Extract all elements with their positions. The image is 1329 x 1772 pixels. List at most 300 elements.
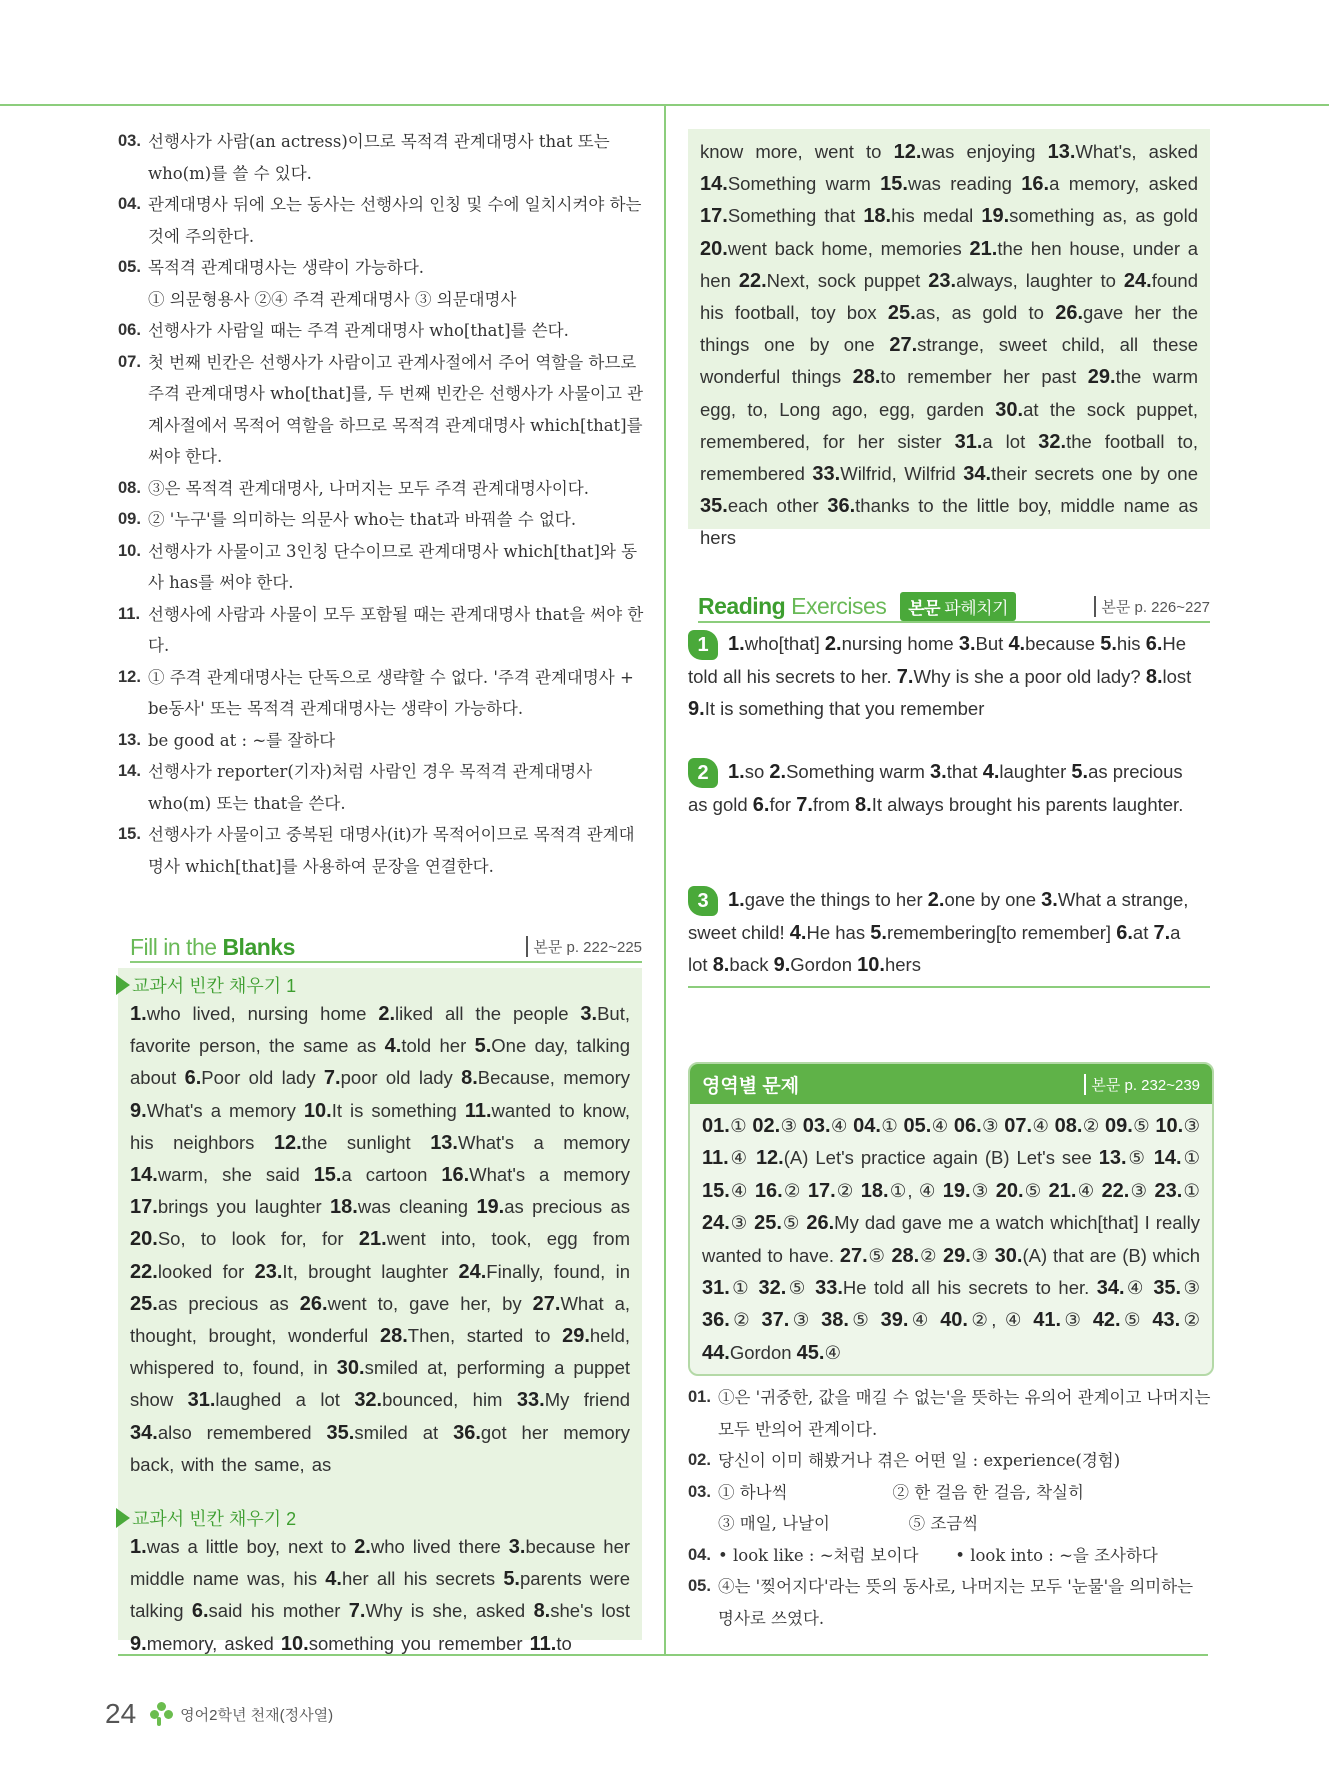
answer-item [774,954,852,975]
answer-text: smiled at [354,1421,439,1443]
answer-text: poor old lady [340,1067,453,1089]
answer-number: 6. [184,1067,202,1090]
answer-item [981,205,1198,226]
answer-text: at [1132,921,1149,943]
answer-number: 6. [1116,921,1133,944]
answer-item [808,1180,855,1201]
explanation-number: 05. [118,258,141,276]
answer-number: 31. [702,1277,730,1300]
explanation-text: 선행사가 사물이고 중복된 대명사(it)가 목적어이므로 목적격 관계대명사 which[that]를 사용하여 문장을 연결한다. [148,825,635,876]
answer-item [130,1100,296,1121]
answer-text: Something warm [786,761,925,782]
explanation-number: 02. [688,1451,711,1469]
answer-item [955,431,1026,452]
answer-item [797,1342,841,1363]
answer-number: 9. [130,1632,147,1655]
reading-block-1 [688,628,1200,726]
answer-text: But, favorite person, the same as [130,1003,631,1057]
explanation-number: 10. [118,541,141,560]
answer-text: So, to look for, for [157,1228,344,1250]
explanation-text: ③은 목적격 관계대명사, 나머지는 모두 주격 관계대명사이다. [148,478,589,498]
answer-text: What's a memory [146,1099,296,1121]
answer-item [756,1147,1092,1168]
answer-number: 04. [853,1115,881,1137]
reading-block-2 [688,756,1200,821]
area-header [690,1064,1212,1104]
answer-item [762,1309,813,1330]
answer-number: 29. [562,1325,590,1348]
answer-item [857,954,921,975]
triangle-marker-icon [116,1508,130,1528]
answer-text: One day, talking about [130,1035,631,1089]
answer-item [1105,1115,1150,1136]
answer-number: 2. [378,1003,396,1025]
reading-title-light: Exercises [791,593,887,619]
answer-number: 22. [738,269,767,292]
answer-item [1116,922,1148,943]
answer-number: 1. [130,1536,147,1559]
reading-page-ref: 본문 p. 226~227 [1094,596,1210,617]
answer-number: 18. [863,205,892,228]
answer-text: the warm egg, to, Long ago, egg, garden [700,366,1199,420]
answer-item [130,1536,346,1557]
answer-text: ① [729,1115,747,1136]
answer-number: 1. [728,761,745,783]
answer-text: ③ [1061,1309,1085,1331]
explanation-item [118,756,644,819]
answer-item [700,173,871,194]
answer-item [702,1309,753,1330]
answer-text: ③ [1183,1115,1201,1136]
answer-number: 26. [1055,302,1084,325]
answer-text: one by one [944,889,1037,910]
answer-text: ① [880,1115,899,1136]
explanation-number: 09. [118,510,141,528]
answer-number: 33. [516,1389,545,1412]
answer-item [928,889,1036,910]
answer-number: 15. [880,173,908,196]
answer-number: 16. [754,1179,783,1202]
answer-item [803,1115,848,1136]
answer-item [959,633,1003,654]
answer-number: 02. [752,1115,781,1137]
answer-text: because her middle name was, his [130,1536,631,1590]
explanation-number: 01. [688,1388,711,1406]
answer-item [354,1389,502,1410]
answer-text: ② [729,1309,754,1331]
answer-text: Gordon [790,954,852,975]
answer-text: went into, took, egg from [386,1228,630,1250]
answer-number: 31. [954,430,983,453]
answer-number: 03. [802,1115,831,1137]
explanation-text: ② '누구'를 의미하는 의문사 who는 that과 바꿔쓸 수 없다. [148,510,577,529]
answer-text: ⑤ [1126,1147,1147,1169]
footer [105,1698,333,1730]
reading-tag-rest: 파헤치기 [944,599,1009,618]
answer-text: ④ [824,1341,842,1363]
answer-number: 28. [891,1244,920,1267]
explanation-item [118,473,644,505]
answer-number: 9. [688,698,705,720]
vocab-explanations [688,1382,1216,1634]
answer-text: ⑤ [867,1244,886,1266]
answer-item [759,1277,808,1298]
answer-text: Something that [727,205,856,227]
answer-number: 29. [1087,366,1116,389]
answer-text: It is something [331,1099,457,1121]
answer-number: 23. [254,1260,283,1283]
answer-number: 5. [870,921,887,944]
exercise-badge: 3 [688,886,718,916]
answer-text: He has [806,921,866,943]
answer-text: got her memory back, with the same, as [130,1421,631,1475]
answer-text: ① [1181,1147,1201,1169]
answer-text: ④ [830,1115,848,1136]
answer-text: always, laughter to [956,269,1116,291]
answer-item [330,1196,468,1217]
answer-number: 25. [754,1212,782,1235]
explanation-text: 선행사가 사람(an actress)이므로 목적격 관계대명사 that 또는 who(m)를 쓸 수 있다. [148,132,615,183]
answer-text: a memory, asked [1049,173,1199,195]
answer-text: was enjoying [921,141,1036,162]
answer-item [359,1228,630,1249]
answer-number: 13. [1098,1147,1127,1170]
reading-title [698,592,1016,621]
answer-text: What's a memory [458,1131,631,1153]
answer-item [534,1600,630,1621]
explanation-number: 14. [118,762,141,780]
answer-number: 9. [130,1099,147,1122]
answer-item [461,1067,630,1088]
answer-number: 23. [928,269,957,292]
answer-item [702,1277,751,1298]
fill-blanks-header [130,934,642,963]
answer-item [713,954,769,975]
answer-number: 3. [508,1536,526,1559]
answer-number: 44. [702,1341,730,1364]
answer-item [530,1633,572,1654]
answer-item [894,141,1036,162]
explanation-item [118,315,644,347]
answer-number: 29. [943,1244,971,1267]
answer-item [130,1261,244,1282]
answer-item [943,1180,990,1201]
answer-item [378,1003,568,1024]
explanation-item [118,819,644,882]
answer-text: to [556,1632,572,1654]
explanation-text: 선행사가 사물이고 3인칭 단수이므로 관계대명사 which[that]와 동사 has를 써야 한다. [148,541,638,592]
answer-item [754,1212,800,1233]
answer-text: strange, sweet child, all these wonderful things [700,334,1199,388]
answer-number: 20. [130,1228,158,1251]
explanation-item [688,1540,1213,1572]
explanation-text: ① 주격 관계대명사는 단독으로 생략할 수 없다. '주격 관계대명사 + be동사' 또는 목적격 관계대명사는 생략이 가능하다. [148,667,640,718]
answer-number: 36. [702,1309,730,1332]
answer-number: 06. [953,1115,982,1137]
explanation-item [118,252,644,284]
answer-text: Poor old lady [201,1067,316,1089]
answer-number: 14. [130,1164,158,1187]
answer-item [1033,1309,1084,1330]
explanation-number [688,1508,718,1540]
answer-text: ④ [1124,1277,1146,1299]
answer-number: 36. [827,495,856,518]
answer-text: ④ [729,1179,749,1201]
answer-number: 4. [982,761,1000,783]
answer-text: Finally, found, in [486,1260,631,1282]
answer-number: 18. [860,1179,889,1202]
answer-text: bounced, him [382,1389,503,1411]
answer-text: went back home, memories [727,237,962,259]
answer-text: ⑤ [848,1309,873,1331]
answer-item [476,1196,630,1217]
answer-item [1153,1277,1200,1298]
reading-header [698,592,1210,623]
answer-text: But [975,633,1004,654]
answer-number: 26. [299,1292,328,1315]
answer-number: 8. [461,1067,478,1090]
answer-text: laughed a lot [215,1389,340,1411]
answer-text: ③ [789,1309,813,1331]
answer-text: ④ [1032,1115,1050,1136]
answer-item [769,761,925,782]
answer-item [870,922,1111,943]
answer-number: 45. [796,1341,825,1364]
answer-number: 28. [852,366,881,389]
answer-text: ② [1180,1309,1201,1331]
explanation-text: 관계대명사 뒤에 오는 동사는 선행사의 인칭 및 수에 일치시켜야 하는 것에 주의한다. [148,195,647,246]
answer-number: 20. [995,1179,1024,1202]
answer-text: remembering[to remember] [886,921,1112,943]
answer-text: Why is she, asked [365,1600,526,1622]
explanation-item [688,1508,1213,1540]
answer-item [1049,1180,1096,1201]
answer-number: 26. [806,1212,835,1235]
answer-text: ④ [728,1147,749,1169]
answer-text: his [1116,633,1141,654]
answer-item [963,463,1198,484]
reading-tag [900,592,1016,621]
answer-item [861,1180,937,1201]
answer-number: 07. [1004,1115,1033,1137]
answer-number: 08. [1054,1115,1083,1137]
answer-text: for [769,793,792,815]
answer-number: 24. [1123,269,1152,292]
answer-text: Something warm [727,173,871,195]
explanation-item [118,126,644,189]
explanation-text: 선행사가 사람일 때는 주격 관계대명사 who[that]를 쓴다. [148,321,569,340]
answer-text: It is something that you remember [704,698,985,719]
answer-item [1099,1147,1147,1168]
answer-item [728,889,923,910]
answer-item [995,1245,1200,1266]
answer-number: 32. [354,1389,383,1412]
explanation-text: 선행사가 reporter(기자)처럼 사람인 경우 목적격 관계대명사 who(m) 또는 that을 쓴다. [148,762,598,813]
answer-number: 11. [529,1632,557,1655]
answer-text: lost [1162,665,1192,687]
answer-text: ⑤ [781,1212,801,1234]
explanation-item [118,536,644,599]
answer-item [752,1115,797,1136]
answer-text: ⑤ [1023,1179,1043,1201]
answer-number: 22. [130,1260,158,1283]
answer-text: Gordon [729,1341,792,1363]
answer-text: thanks to the little boy, middle name as hers [700,495,1198,549]
answer-number: 18. [330,1196,358,1219]
answer-number: 15. [702,1179,730,1202]
triangle-marker-icon [116,975,130,995]
answer-number: 12. [893,141,922,163]
answer-text: My friend [544,1389,631,1411]
answer-number: 01. [702,1115,730,1137]
answer-number: 23. [1154,1179,1183,1202]
answer-text: ②, ④ [968,1309,1025,1331]
answer-number: 12. [273,1131,302,1154]
column-divider [664,106,666,1654]
answer-text: at the sock puppet, remembered, for her sister [700,398,1198,452]
answer-text: ③ [981,1115,999,1136]
answer-item [517,1389,630,1410]
answer-text: Wilfrid, Wilfrid [840,463,956,485]
answer-number: 19. [981,205,1010,228]
answer-number: 10. [303,1099,332,1122]
fill-title-bold: Blanks [222,934,295,960]
answer-number: 28. [379,1325,408,1348]
exercise-badge: 1 [688,630,718,660]
answer-item [983,761,1067,782]
answer-item [1055,1115,1100,1136]
answer-item [354,1536,501,1557]
answer-text: ④ [1076,1179,1096,1201]
answer-number: 27. [889,334,918,357]
answer-text: from [812,793,850,815]
answer-item [853,1115,898,1136]
answer-text: that [946,761,978,782]
answer-item [928,270,1116,291]
answer-number: 2. [824,633,842,655]
answer-number: 8. [712,954,730,976]
answer-item [1152,1309,1200,1330]
answer-number: 13. [430,1131,458,1154]
explanation-text: ①은 '귀중한, 값을 매길 수 없는'을 뜻하는 유의어 관계이고 나머지는 모두 반의어 관계이다. [718,1388,1216,1439]
answer-text: a cartoon [341,1164,428,1186]
answer-item [281,1633,523,1654]
answer-item [821,1309,872,1330]
answer-number: 11. [464,1099,492,1122]
answer-text: What's a memory [469,1164,631,1186]
area-title: 영역별 문제 [702,1075,800,1097]
answer-text: told her [401,1035,467,1057]
fill-answers-2 [130,1531,630,1660]
answer-number: 30. [994,1244,1023,1267]
explanation-number [118,284,148,316]
answer-text: What a, thought, brought, wonderful [130,1292,631,1347]
answer-text: went to, gave her, by [327,1292,522,1314]
answer-text: ③ [970,1179,990,1201]
fill-blanks-box [118,968,642,1655]
answer-number: 17. [807,1179,836,1202]
answer-number: 17. [700,205,728,228]
answer-item [796,794,850,815]
answer-text: ③ [780,1115,798,1136]
answer-item [753,794,791,815]
answer-item [325,1568,495,1589]
answer-number: 10. [280,1632,309,1655]
answer-number: 3. [1041,889,1058,911]
answer-text: who[that] [744,633,820,654]
answer-text: so [744,761,765,782]
answer-number: 05. [903,1115,932,1137]
answer-text: ① [729,1277,752,1299]
answer-item [130,1196,322,1217]
answer-text: ② [1082,1115,1100,1136]
answer-item [130,1164,300,1185]
answer-item [702,1212,748,1233]
answer-item [840,1245,886,1266]
answer-item [700,205,855,226]
answer-item [812,463,955,484]
answer-number: 8. [1145,665,1163,688]
answer-text: It always brought his parents laughter. [871,793,1184,815]
answer-number: 8. [533,1600,551,1623]
explanation-text: ③ 매일, 나날이 ⑤ 조금씩 [718,1514,979,1533]
explanation-item [118,504,644,536]
sub-heading-1-label: 교과서 빈칸 채우기 1 [132,976,297,996]
answer-item [430,1132,630,1153]
answer-text: who lived there [370,1536,501,1558]
answer-number: 6. [1145,633,1163,655]
exercise-badge: 2 [688,758,718,788]
answer-text: know more, went to [700,141,882,162]
fill-title-light: Fill in the [130,934,217,960]
answer-item [853,366,1077,387]
answer-number: 40. [940,1309,968,1332]
answer-text: ④ [908,1309,932,1331]
answer-text: liked all the people [395,1003,569,1024]
explanation-number: 03. [688,1482,711,1501]
answer-item [1097,1277,1146,1298]
fill-answers-continued [688,129,1210,562]
answer-number: 21. [1048,1179,1077,1202]
explanation-item [688,1382,1216,1445]
answer-text: a lot [982,430,1026,452]
fill-continued-box [688,129,1210,549]
answer-text: brings you laughter [157,1196,322,1218]
explanation-number: 05. [688,1577,711,1595]
answer-text: something as, as gold [1009,205,1198,227]
explanation-item [118,189,647,252]
answer-item [815,1277,1089,1298]
answer-item [458,1261,630,1282]
answer-number: 24. [458,1260,487,1283]
explanation-number: 04. [118,195,141,213]
answer-item [1093,1309,1144,1330]
answer-number: 2. [354,1536,371,1559]
explanation-number: 06. [118,321,141,339]
answer-item [880,173,1012,194]
answer-item [1004,1115,1049,1136]
explanation-item [118,662,644,725]
answer-item [790,922,865,943]
answer-text: memory, asked [146,1632,274,1654]
answer-number: 35. [700,495,728,518]
answer-item [930,761,978,782]
answer-item [130,1422,312,1443]
answer-number: 1. [728,633,745,655]
answer-text: his medal [891,205,974,227]
answer-item [702,1115,747,1136]
answer-number: 5. [1071,761,1089,783]
